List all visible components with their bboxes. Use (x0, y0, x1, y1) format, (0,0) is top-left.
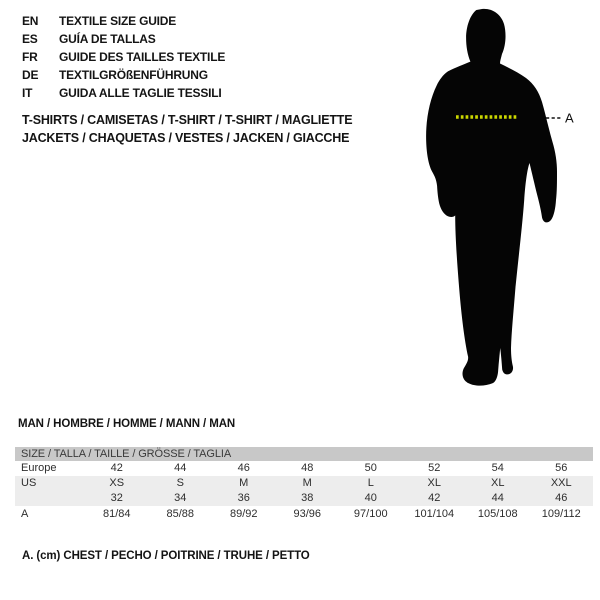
language-row (22, 48, 225, 66)
table-cell: 101/104 (414, 508, 455, 520)
table-cell: 56 (555, 462, 568, 474)
table-cell: 109/112 (541, 508, 581, 520)
size-table-header: SIZE / TALLA / TAILLE / GRÖSSE / TAGLIA (15, 447, 593, 461)
table-cell: 34 (174, 492, 187, 504)
table-cell: 40 (364, 492, 377, 504)
table-cell: 54 (491, 462, 504, 474)
guide-title-es: GUÍA DE TALLAS (59, 32, 156, 46)
man-silhouette (410, 0, 600, 400)
row-label: US (21, 477, 37, 489)
table-row-chest-a (15, 506, 593, 524)
table-cell: S (176, 477, 184, 489)
table-cell: 48 (301, 462, 314, 474)
section-heading-man: MAN / HOMBRE / HOMME / MANN / MAN (18, 418, 236, 430)
table-cell: 44 (174, 462, 187, 474)
table-cell: 42 (428, 492, 441, 504)
language-row (22, 84, 225, 102)
table-cell: 85/88 (166, 508, 195, 520)
language-code: EN (22, 14, 39, 28)
category-jackets: JACKETS / CHAQUETAS / VESTES / JACKEN / GIACCHE (22, 131, 350, 145)
category-tshirts: T-SHIRTS / CAMISETAS / T-SHIRT / T-SHIRT / MAGLIETTE (22, 113, 353, 127)
language-code: ES (22, 32, 38, 46)
language-row (22, 12, 225, 30)
table-cell: 50 (364, 462, 377, 474)
guide-title-it: GUIDA ALLE TAGLIE TESSILI (59, 86, 222, 100)
row-label: Europe (21, 462, 57, 474)
measure-label-a: A (565, 110, 574, 126)
table-cell: M (239, 477, 249, 489)
guide-title-de: TEXTILGRÖßENFÜHRUNG (59, 68, 208, 82)
table-row-us (15, 476, 593, 491)
table-cell: 97/100 (353, 508, 388, 520)
table-cell: 42 (110, 462, 123, 474)
table-cell: XXL (550, 477, 572, 489)
garment-categories (22, 111, 352, 147)
table-cell: M (302, 477, 312, 489)
table-cell: 52 (428, 462, 441, 474)
row-label: A (21, 508, 29, 520)
table-cell: 93/96 (293, 508, 322, 520)
size-table (15, 447, 593, 524)
table-cell: 46 (555, 492, 568, 504)
table-cell: L (367, 477, 374, 489)
table-cell: 89/92 (229, 508, 258, 520)
table-cell: 44 (491, 492, 504, 504)
table-cell: 46 (237, 462, 250, 474)
guide-title-en: TEXTILE SIZE GUIDE (59, 14, 177, 28)
table-cell: XL (491, 477, 505, 489)
language-row (22, 66, 225, 84)
table-cell: XS (109, 477, 125, 489)
language-code: FR (22, 50, 38, 64)
language-title-list (22, 12, 225, 102)
man-silhouette-path (426, 9, 557, 386)
table-row-numeric (15, 491, 593, 506)
table-cell: 36 (237, 492, 250, 504)
table-cell: 38 (301, 492, 314, 504)
row-label (15, 491, 85, 506)
language-code: DE (22, 68, 39, 82)
table-cell: 81/84 (102, 508, 131, 520)
table-row-europe (15, 461, 593, 476)
table-cell: 105/108 (477, 508, 518, 520)
language-code: IT (22, 86, 33, 100)
guide-title-fr: GUIDE DES TAILLES TEXTILE (59, 50, 226, 64)
measurement-legend: A. (cm) CHEST / PECHO / POITRINE / TRUHE / PETTO (22, 550, 310, 562)
table-cell: 32 (110, 492, 123, 504)
table-cell: XL (427, 477, 441, 489)
language-row (22, 30, 225, 48)
